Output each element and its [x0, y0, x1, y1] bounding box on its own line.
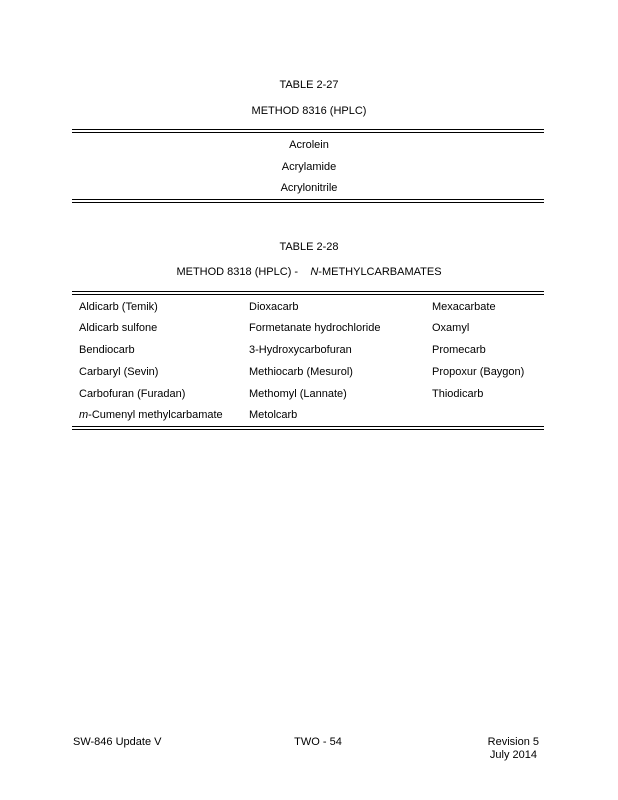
table-28-cell: 3-Hydroxycarbofuran [249, 344, 352, 356]
table-28-cell: Methiocarb (Mesurol) [249, 366, 353, 378]
table-28-cell: Promecarb [432, 344, 486, 356]
table-28-cell: Aldicarb sulfone [79, 322, 158, 334]
table-28-cell: Bendiocarb [79, 344, 135, 356]
table-27-bottom-rule [72, 199, 544, 200]
table-28-cell: Methomyl (Lannate) [249, 388, 347, 400]
table-28-title-suffix: -METHYLCARBAMATES [318, 266, 442, 278]
table-28-cell: Carbofuran (Furadan) [79, 388, 186, 400]
table-28-cell: Formetanate hydrochloride [249, 322, 381, 334]
table-28-cell-rest: -Cumenyl methylcarbamate [88, 409, 223, 421]
table-28-cell: Mexacarbate [432, 301, 496, 313]
footer-revision: Revision 5 [487, 736, 539, 748]
table-28-top-rule-2 [72, 294, 544, 295]
table-27-item: Acrylonitrile [280, 182, 338, 194]
table-28-cell: Aldicarb (Temik) [79, 301, 158, 313]
table-28-cell: Propoxur (Baygon) [432, 366, 525, 378]
table-27-caption: TABLE 2-27 [279, 79, 339, 91]
table-27-bottom-rule-2 [72, 202, 544, 203]
table-28-bottom-rule [72, 426, 544, 427]
table-28-cell [79, 409, 223, 421]
table-28-cell: Carbaryl (Sevin) [79, 366, 159, 378]
table-28-top-rule [72, 291, 544, 292]
footer-left: SW-846 Update V [73, 736, 162, 748]
table-28-cell: Metolcarb [249, 409, 298, 421]
footer-page-number: TWO - 54 [294, 736, 342, 748]
table-28-cell-italic: m [79, 409, 89, 421]
table-27-item: Acrylamide [281, 161, 337, 173]
table-27-item: Acrolein [289, 139, 329, 151]
table-27-top-rule [72, 129, 544, 130]
table-28-title-italic: N [310, 266, 319, 278]
table-28-title-prefix: METHOD 8318 (HPLC) - [176, 266, 299, 278]
table-28-bottom-rule-2 [72, 429, 544, 430]
table-28-cell: Oxamyl [432, 322, 470, 334]
table-28-caption: TABLE 2-28 [279, 241, 339, 253]
table-28-cell: Thiodicarb [432, 388, 484, 400]
table-27-title: METHOD 8316 (HPLC) [251, 105, 367, 117]
table-27-top-rule-2 [72, 132, 544, 133]
footer-date: July 2014 [489, 749, 537, 761]
table-28-cell: Dioxacarb [249, 301, 299, 313]
table-28-title [0, 266, 618, 278]
